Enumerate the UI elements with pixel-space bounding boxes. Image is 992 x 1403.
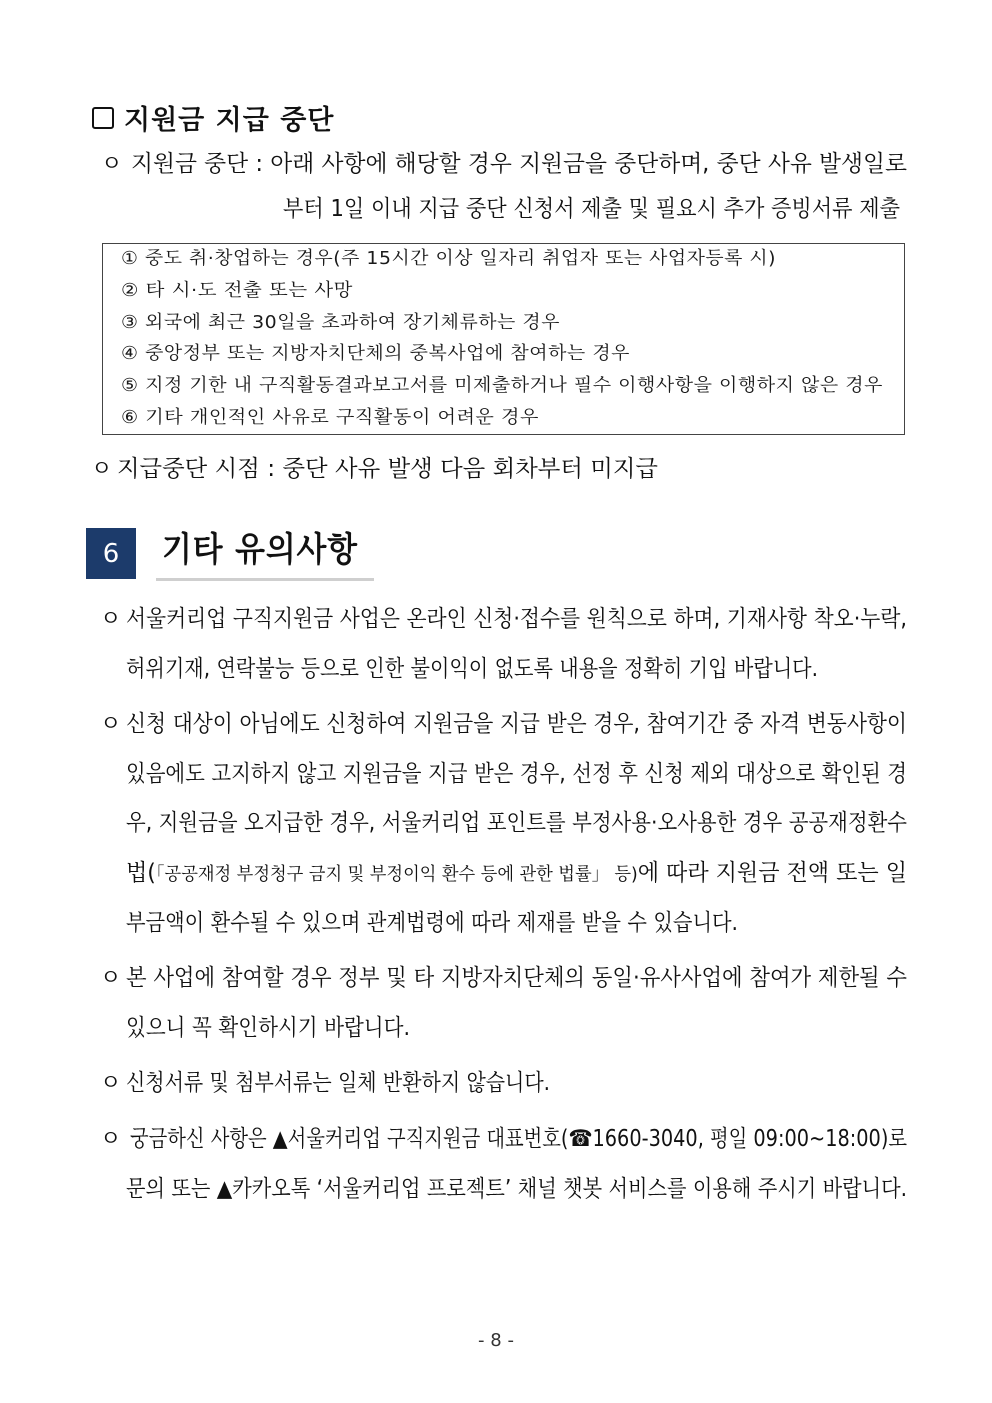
bullet-text: 지급중단 시점 : 중단 사유 발생 다음 회차부터 미지급 — [117, 456, 658, 482]
law-name: 「공공재정 부정청구 금지 및 부정이익 환수 등에 관한 법률」 등) — [155, 864, 638, 885]
paragraph-line-text: 있음에도 고지하지 않고 지원금을 지급 받은 경우, 선정 후 신청 제외 대상으로 확인된 경 — [126, 761, 907, 787]
notice-paragraph-5 — [100, 1128, 992, 1151]
notice-paragraph-1 — [100, 608, 991, 631]
section-title-text: 기타 유의사항 — [162, 530, 358, 570]
list-item: ④ 중앙정부 또는 지방자치단체의 중복사업에 참여하는 경우 — [121, 343, 630, 364]
paragraph-line — [126, 862, 941, 885]
section-title: 지원금 지급 중단 — [124, 105, 335, 136]
paragraph-line-text — [126, 862, 907, 885]
paragraph-line-text: 문의 또는 ▲카카오톡 ‘서울커리업 프로젝트’ 채널 챗봇 서비스를 이용해 주시기 바랍니다. — [126, 1176, 907, 1202]
paragraph-line-text: 우, 지원금을 오지급한 경우, 서울커리업 포인트를 부정사용·오사용한 경우 공공재정환수 — [126, 810, 907, 836]
paragraph-line — [126, 658, 917, 681]
bullet-continuation — [283, 198, 956, 221]
paragraph-line: 신청서류 및 첨부서류는 일체 반환하지 않습니다. — [126, 1070, 550, 1096]
bullet-mark: ㅇ — [101, 152, 123, 177]
bullet-mark: ㅇ — [100, 1071, 122, 1096]
paragraph-line: 서울커리업 구직지원금 사업은 온라인 신청·접수를 원칙으로 하며, 기재사항 착오·누락, — [126, 606, 907, 632]
checkbox-square-icon — [92, 107, 114, 129]
section-title-underline — [156, 578, 374, 581]
bullet-mark: ㅇ — [91, 457, 113, 482]
notice-paragraph-4 — [100, 1072, 614, 1095]
paragraph-line — [126, 1178, 992, 1201]
bullet-suspension-reason — [101, 153, 915, 176]
list-item: ② 타 시·도 전출 또는 사망 — [121, 280, 353, 301]
line-segment: 에 따라 지원금 전액 또는 일 — [637, 860, 907, 886]
bullet-mark: ㅇ — [100, 712, 122, 737]
paragraph-line: 본 사업에 참여할 경우 정부 및 타 지방자치단체의 동일·유사사업에 참여가 제한될 수 — [126, 965, 907, 991]
bullet-suspension-timing — [91, 456, 658, 482]
paragraph-line-text: 있으니 꼭 확인하시기 바랍니다. — [126, 1015, 410, 1041]
suspension-items-box — [102, 243, 905, 435]
paragraph-line-text: 부금액이 환수될 수 있으며 관계법령에 따라 제재를 받을 수 있습니다. — [126, 910, 738, 936]
notice-paragraph-3 — [100, 967, 969, 990]
list-item: ⑤ 지정 기한 내 구직활동결과보고서를 미제출하거나 필수 이행사항을 이행하지 않은 경우 — [121, 375, 883, 396]
list-item: ③ 외국에 최근 30일을 초과하여 장기체류하는 경우 — [121, 312, 560, 333]
bullet-text: 지원금 중단 : 아래 사항에 해당할 경우 지원금을 중단하며, 중단 사유 발생일로 — [131, 151, 907, 177]
paragraph-line — [126, 1017, 444, 1040]
line-segment: 법( — [126, 860, 156, 886]
paragraph-line — [126, 812, 992, 835]
bullet-continuation-text: 부터 1일 이내 지급 중단 신청서 제출 및 필요시 추가 증빙서류 제출 — [283, 196, 900, 222]
paragraph-line — [126, 763, 992, 786]
section-title — [162, 530, 378, 570]
paragraph-line: 신청 대상이 아님에도 신청하여 지원금을 지급 받은 경우, 참여기간 중 자격 변동사항이 — [126, 711, 907, 737]
section-number-badge: 6 — [86, 528, 136, 579]
page-number: - 8 - — [478, 1330, 514, 1351]
list-item: ① 중도 취·창업하는 경우(주 15시간 이상 일자리 취업자 또는 사업자등록 시) — [121, 248, 776, 269]
list-item: ⑥ 기타 개인적인 사유로 구직활동이 어려운 경우 — [121, 407, 539, 428]
bullet-mark: ㅇ — [100, 607, 122, 632]
paragraph-line — [126, 912, 821, 935]
notice-paragraph-2 — [100, 713, 991, 736]
paragraph-line-text: 허위기재, 연락불능 등으로 인한 불이익이 없도록 내용을 정확히 기입 바랍니다. — [126, 656, 818, 682]
bullet-mark: ㅇ — [100, 966, 122, 991]
bullet-mark: ㅇ — [100, 1127, 122, 1152]
section-heading-suspension — [92, 98, 334, 137]
paragraph-line: 궁금하신 사항은 ▲서울커리업 구직지원금 대표번호(☎1660-3040, 평일 09:00~18:00)로 — [130, 1126, 907, 1152]
